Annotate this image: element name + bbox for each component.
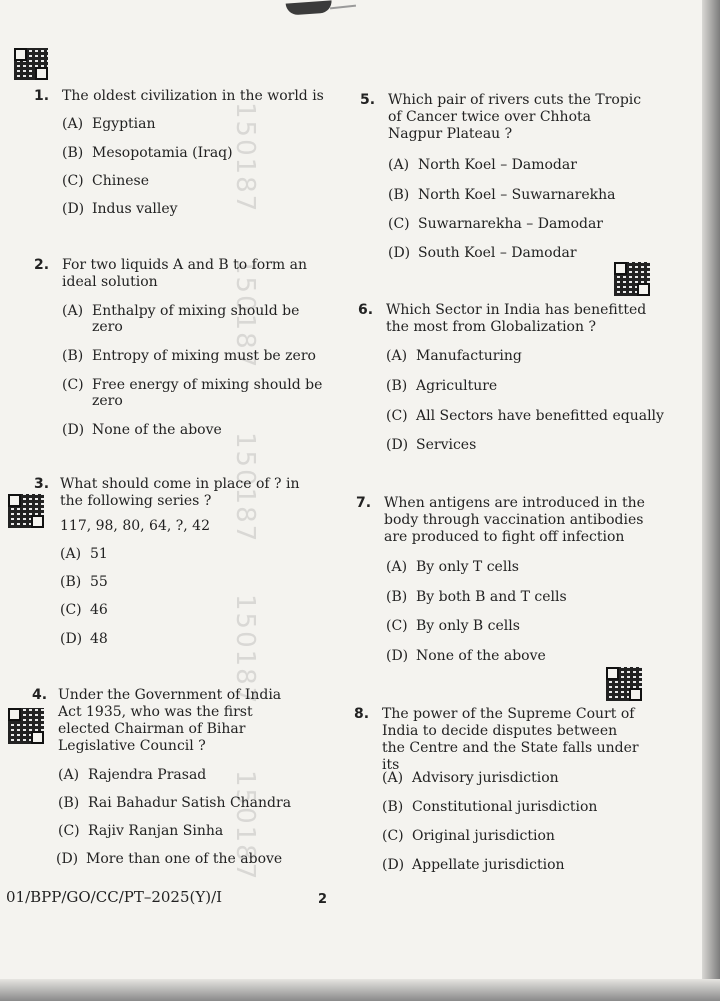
- option-text: Constitutional jurisdiction: [412, 799, 598, 815]
- option-text: 46: [90, 602, 108, 618]
- question-text: The power of the Supreme Court of India to decide disputes between the Centre and the State falls under its: [382, 706, 639, 773]
- option-text: Services: [416, 437, 477, 453]
- option-text: More than one of the above: [86, 851, 283, 867]
- option-text: Appellate jurisdiction: [412, 857, 565, 873]
- option-label: (A): [60, 546, 82, 562]
- watermark: 150187: [230, 258, 260, 370]
- option-text: North Koel – Suwarnarekha: [418, 187, 616, 203]
- option-text: Advisory jurisdiction: [412, 770, 559, 786]
- option-label: (A): [386, 348, 408, 364]
- option-label: (C): [62, 173, 84, 189]
- option[interactable]: [62, 377, 328, 409]
- option-text: Egyptian: [92, 116, 156, 132]
- question-number: 6.: [358, 302, 374, 318]
- option-text: Manufacturing: [416, 348, 522, 364]
- option-label: (D): [386, 437, 409, 453]
- option[interactable]: [388, 245, 577, 261]
- option-label: (C): [386, 408, 408, 424]
- qr-code-icon: [606, 667, 642, 701]
- qr-code-icon: [614, 262, 650, 296]
- qr-code-icon: [8, 708, 44, 744]
- option[interactable]: [386, 589, 567, 605]
- question-text: Which pair of rivers cuts the Tropic of Cancer twice over Chhota Nagpur Plateau ?: [388, 92, 642, 142]
- series-text: 117, 98, 80, 64, ?, 42: [60, 518, 210, 534]
- option[interactable]: [62, 173, 149, 189]
- question-number: 2.: [34, 257, 50, 273]
- option-label: (C): [382, 828, 404, 844]
- option-label: (C): [62, 377, 84, 393]
- watermark: 150187: [230, 770, 260, 882]
- option-text: By only B cells: [416, 618, 520, 634]
- qr-code-icon: [8, 494, 44, 528]
- option-text: 48: [90, 631, 108, 647]
- option-text: Agriculture: [416, 378, 498, 394]
- option-text: By both B and T cells: [416, 589, 567, 605]
- scan-edge: [0, 979, 720, 1001]
- question-number: 1.: [34, 88, 50, 104]
- option[interactable]: [388, 157, 577, 173]
- option[interactable]: [386, 378, 497, 394]
- option-text: North Koel – Damodar: [418, 157, 577, 173]
- question-number: 7.: [356, 495, 372, 511]
- question-text: Under the Government of India Act 1935, who was the first elected Chairman of Bihar Legislative Council ?: [58, 687, 282, 754]
- scan-mark: [286, 0, 333, 15]
- option-label: (D): [386, 648, 409, 664]
- question-text: For two liquids A and B to form an ideal solution: [62, 257, 307, 290]
- option[interactable]: [62, 422, 222, 438]
- option[interactable]: [60, 574, 108, 590]
- option[interactable]: [386, 437, 476, 453]
- option[interactable]: [58, 795, 291, 811]
- option[interactable]: [62, 348, 316, 364]
- watermark: 150187: [230, 102, 260, 214]
- question-text: Which Sector in India has benefitted the most from Globalization ?: [386, 302, 647, 335]
- option-text: Indus valley: [92, 201, 178, 217]
- question-number: 5.: [360, 92, 376, 108]
- option-label: (D): [56, 851, 79, 867]
- option[interactable]: [386, 408, 664, 424]
- option-label: (A): [62, 116, 84, 132]
- option[interactable]: [62, 303, 312, 335]
- option-text: All Sectors have benefitted equally: [416, 408, 664, 424]
- paper-code: 01/BPP/GO/CC/PT–2025(Y)/I: [6, 888, 223, 906]
- option-label: (D): [382, 857, 405, 873]
- option[interactable]: [60, 602, 108, 618]
- scan-mark: [330, 5, 356, 10]
- option-text: By only T cells: [416, 559, 519, 575]
- option-label: (C): [60, 602, 82, 618]
- option-label: (D): [60, 631, 83, 647]
- option-text: Rajendra Prasad: [88, 767, 207, 783]
- option[interactable]: [62, 145, 233, 161]
- option[interactable]: [386, 559, 519, 575]
- option-text: 55: [90, 574, 108, 590]
- option-label: (D): [62, 201, 85, 217]
- option[interactable]: [382, 799, 597, 815]
- option-text: None of the above: [416, 648, 546, 664]
- option-label: (B): [386, 378, 408, 394]
- question-number: 8.: [354, 706, 370, 722]
- scan-edge: [702, 0, 720, 1001]
- option-text: Rajiv Ranjan Sinha: [88, 823, 224, 839]
- option-text: 51: [90, 546, 108, 562]
- option[interactable]: [56, 851, 282, 867]
- question-text: The oldest civilization in the world is: [62, 88, 324, 104]
- question-text: What should come in place of ? in the following series ?: [60, 476, 300, 509]
- option[interactable]: [58, 823, 223, 839]
- option-label: (C): [58, 823, 80, 839]
- option[interactable]: [62, 116, 156, 132]
- option-text: Suwarnarekha – Damodar: [418, 216, 603, 232]
- option-text: South Koel – Damodar: [418, 245, 577, 261]
- option-text: Mesopotamia (Iraq): [92, 145, 233, 161]
- option-label: (B): [62, 145, 84, 161]
- option[interactable]: [386, 648, 546, 664]
- option-text: None of the above: [92, 422, 222, 438]
- option-label: (A): [388, 157, 410, 173]
- watermark: 150187: [230, 594, 260, 706]
- option[interactable]: [382, 828, 555, 844]
- option[interactable]: [58, 767, 206, 783]
- option[interactable]: [386, 618, 520, 634]
- option-label: (B): [386, 589, 408, 605]
- option-label: (B): [58, 795, 80, 811]
- qr-code-icon: [14, 48, 48, 80]
- option-text: Free energy of mixing should be zero: [92, 377, 323, 409]
- option[interactable]: [388, 187, 615, 203]
- option-text: Enthalpy of mixing should be zero: [92, 303, 300, 335]
- option-label: (A): [382, 770, 404, 786]
- question-number: 3.: [34, 476, 50, 492]
- question-text: When antigens are introduced in the body through vaccination antibodies are produced to fight off infection: [384, 495, 645, 545]
- option[interactable]: [382, 770, 559, 786]
- question-number: 4.: [32, 687, 48, 703]
- option[interactable]: [60, 631, 108, 647]
- option-label: (D): [388, 245, 411, 261]
- option-text: Original jurisdiction: [412, 828, 555, 844]
- option-label: (A): [62, 303, 84, 319]
- option[interactable]: [388, 216, 603, 232]
- option[interactable]: [382, 857, 565, 873]
- option-text: Chinese: [92, 173, 149, 189]
- page-number: 2: [318, 892, 328, 907]
- option-text: Rai Bahadur Satish Chandra: [88, 795, 292, 811]
- option-label: (B): [388, 187, 410, 203]
- option-label: (C): [388, 216, 410, 232]
- option-label: (A): [58, 767, 80, 783]
- watermark: 150187: [230, 432, 260, 544]
- option-text: Entropy of mixing must be zero: [92, 348, 316, 364]
- option[interactable]: [62, 201, 178, 217]
- option[interactable]: [386, 348, 522, 364]
- option-label: (B): [382, 799, 404, 815]
- option[interactable]: [60, 546, 108, 562]
- option-label: (C): [386, 618, 408, 634]
- option-label: (B): [62, 348, 84, 364]
- option-label: (D): [62, 422, 85, 438]
- option-label: (B): [60, 574, 82, 590]
- option-label: (A): [386, 559, 408, 575]
